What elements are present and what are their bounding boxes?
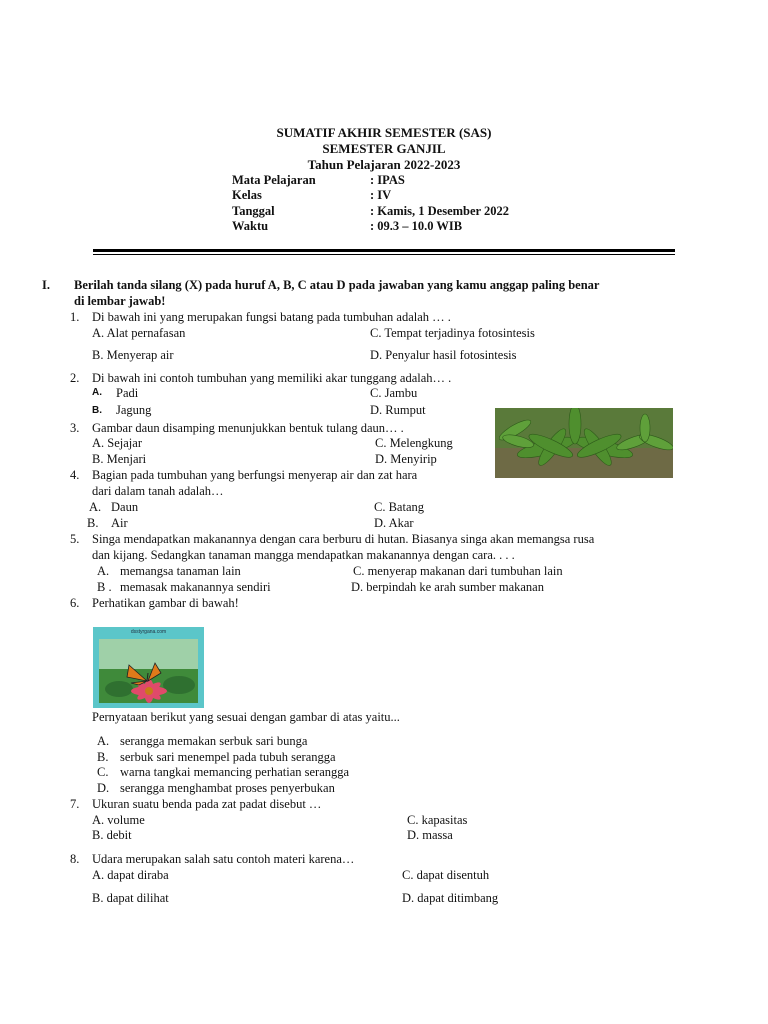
question-text: Udara merupakan salah satu contoh materi karena…	[92, 852, 355, 866]
option-c: C. Jambu	[370, 386, 418, 400]
question-number: 8.	[70, 852, 80, 866]
option-a: Daun	[111, 500, 139, 514]
question-text: Gambar daun disamping menunjukkan bentuk tulang daun… .	[92, 421, 404, 435]
question-number: 7.	[70, 797, 80, 811]
option-b: B. Menyerap air	[92, 348, 174, 362]
section-instruction: Berilah tanda silang (X) pada huruf A, B, C atau D pada jawaban yang kamu anggap paling benar	[74, 278, 600, 292]
option-c: C. Batang	[374, 500, 424, 514]
option-d: D. Menyirip	[375, 452, 437, 466]
option-c: C. kapasitas	[407, 813, 468, 827]
option-c: C. Tempat terjadinya fotosintesis	[370, 326, 535, 340]
option-d: D. Akar	[374, 516, 414, 530]
option-c: C. Melengkung	[375, 436, 453, 450]
option-a-letter: A.	[89, 500, 102, 514]
info-label-class: Kelas	[232, 188, 262, 202]
option-b-letter: B.	[87, 516, 99, 530]
info-label-subject: Mata Pelajaran	[232, 173, 316, 187]
option-c: C. dapat disentuh	[402, 868, 490, 882]
option-a: Padi	[116, 386, 139, 400]
option-b: serbuk sari menempel pada tubuh serangga	[120, 750, 336, 764]
question-text: Singa mendapatkan makanannya dengan cara berburu di hutan. Biasanya singa akan memangsa rusa	[92, 532, 595, 546]
option-d: D. berpindah ke arah sumber makanan	[351, 580, 544, 594]
option-b: B. dapat dilihat	[92, 891, 169, 905]
option-b: B. Menjari	[92, 452, 147, 466]
option-b-letter: B .	[97, 580, 112, 594]
image-caption: dsstyrgana.com	[130, 629, 167, 635]
exam-year: Tahun Pelajaran 2022-2023	[307, 157, 461, 172]
option-b: memasak makanannya sendiri	[120, 580, 271, 594]
option-a: A. volume	[92, 813, 145, 827]
header-rule-thick	[93, 249, 675, 252]
option-a-letter: A.	[97, 564, 110, 578]
exam-title: SUMATIF AKHIR SEMESTER (SAS)	[276, 125, 492, 140]
header-rule-thin	[93, 254, 675, 255]
info-value-time: : 09.3 – 10.0 WIB	[370, 219, 463, 233]
question-number: 3.	[70, 421, 80, 435]
option-a: A. Alat pernafasan	[92, 326, 186, 340]
info-value-subject: : IPAS	[370, 173, 405, 187]
info-value-date: : Kamis, 1 Desember 2022	[370, 204, 509, 218]
option-c-letter: C.	[97, 765, 109, 779]
option-a: A. Sejajar	[92, 436, 142, 450]
question-number: 4.	[70, 468, 80, 482]
option-b: B. debit	[92, 828, 132, 842]
option-a: serangga memakan serbuk sari bunga	[120, 734, 308, 748]
question-text: Di bawah ini contoh tumbuhan yang memiliki akar tunggang adalah… .	[92, 371, 452, 385]
exam-semester: SEMESTER GANJIL	[322, 141, 446, 156]
question-number: 6.	[70, 596, 80, 610]
question-text: Di bawah ini yang merupakan fungsi batang pada tumbuhan adalah … .	[92, 310, 451, 324]
option-d: D. dapat ditimbang	[402, 891, 499, 905]
option-b-letter: B.	[97, 750, 109, 764]
info-label-date: Tanggal	[232, 204, 275, 218]
question-text: Ukuran suatu benda pada zat padat disebut …	[92, 797, 322, 811]
question-number: 1.	[70, 310, 80, 324]
option-c: warna tangkai memancing perhatian serangga	[120, 765, 350, 779]
question-text-cont: dan kijang. Sedangkan tanaman mangga mendapatkan makanannya dengan cara. . . .	[92, 548, 515, 562]
option-d: D. Penyalur hasil fotosintesis	[370, 348, 517, 362]
question-statement: Pernyataan berikut yang sesuai dengan gambar di atas yaitu...	[92, 710, 400, 724]
info-value-class: : IV	[370, 188, 392, 202]
option-a-letter: A.	[97, 734, 110, 748]
option-a-letter: A.	[92, 387, 102, 398]
option-d-letter: D.	[97, 781, 110, 795]
option-b: Air	[111, 516, 128, 530]
option-d: D. massa	[407, 828, 453, 842]
info-label-time: Waktu	[232, 219, 269, 233]
section-number: I.	[42, 278, 50, 292]
section-instruction-cont: di lembar jawab!	[74, 294, 166, 308]
option-b: Jagung	[116, 403, 152, 417]
butterfly-flower-image	[93, 627, 204, 708]
option-d: serangga menghambat proses penyerbukan	[120, 781, 335, 795]
question-text: Perhatikan gambar di bawah!	[92, 596, 239, 610]
question-number: 2.	[70, 371, 80, 385]
option-d: D. Rumput	[370, 403, 426, 417]
question-text-cont: dari dalam tanah adalah…	[92, 484, 224, 498]
option-b-letter: B.	[92, 405, 102, 416]
cassava-leaf-image	[495, 408, 673, 478]
question-text: Bagian pada tumbuhan yang berfungsi menyerap air dan zat hara	[92, 468, 418, 482]
option-c: C. menyerap makanan dari tumbuhan lain	[353, 564, 563, 578]
option-a: A. dapat diraba	[92, 868, 169, 882]
option-a: memangsa tanaman lain	[120, 564, 241, 578]
question-number: 5.	[70, 532, 80, 546]
